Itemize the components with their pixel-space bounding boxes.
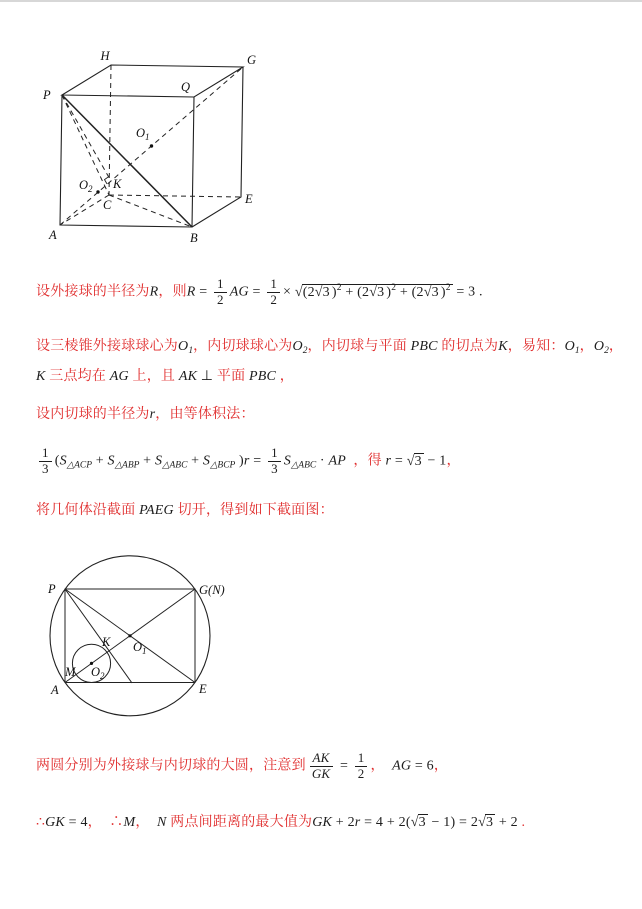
cube-figure: [40, 42, 262, 250]
point-o1: [128, 634, 131, 637]
cube-label-p: P: [43, 88, 51, 102]
cube-label-o1: $O_1$: [136, 126, 150, 142]
point-o1: [150, 144, 153, 147]
cube-label-b: B: [190, 231, 198, 245]
section-label-m: M: [65, 665, 76, 679]
section-label-e: E: [199, 682, 207, 696]
solution-line-5: $\frac{1}{3}$ ($S_{\triangle ACP} + S_{\triangle ABP} + S_{\triangle ABC} + S_{\triangle BCP}$ )r = $\frac{1}{3}$ $S_{\triangle ABC}$ · AP ，得 r = √3 − 1，: [36, 446, 461, 477]
point-o2: [96, 190, 99, 193]
cube-label-c: C: [103, 198, 112, 212]
cube-label-k: K: [113, 177, 122, 191]
cube-label-a: A: [49, 228, 57, 242]
solution-line-2: 设三棱锥外接球球心为$O_1$，内切球球心为$O_2$，内切球与平面 PBC 的切点为K，易知：$O_1$，$O_2$，: [36, 339, 624, 356]
section-label-a: A: [51, 683, 59, 697]
section-label-k: K: [102, 635, 111, 649]
section-label-gn: G(N): [199, 583, 225, 597]
section-label-p: P: [48, 582, 56, 596]
solution-line-3: K 三点均在 AG 上，且 AK ⊥ 平面 PBC ，: [36, 369, 294, 384]
cube-label-h: H: [100, 49, 110, 63]
solution-line-6: 将几何体沿截面 PAEG 切开，得到如下截面图：: [36, 503, 334, 518]
section-label-o1: $O_1$: [133, 640, 147, 656]
solution-line-8: ∴GK = 4， ∴M， N 两点间距离的最大值为GK + 2r = 4 + 2(√3 − 1) = 2√3 + 2 .: [36, 815, 526, 830]
solution-line-4: 设内切球的半径为r，由等体积法：: [36, 407, 255, 422]
cube-label-e: E: [245, 192, 253, 206]
cube-label-g: G: [247, 53, 257, 67]
solution-line-1: 设外接球的半径为R，则R = $\frac{1}{2}$ AG = $\frac{1}{2}$ × √(2√3 )$^2$ + (2√3 )$^2$ + (2√3 )$^2$ = 3 .: [36, 276, 483, 307]
cube-label-o2: $O_2$: [79, 178, 93, 194]
right-angle-mark: [105, 177, 109, 184]
solution-line-7: 两圆分别为外接球与内切球的大圆，注意到 $\frac{AK}{GK}$ = $\frac{1}{2}$ ， AG = 6，: [36, 750, 449, 781]
cross-section-figure: [35, 529, 235, 734]
cube-label-q: Q: [181, 80, 191, 94]
section-label-o2: $O_2$: [91, 665, 105, 681]
